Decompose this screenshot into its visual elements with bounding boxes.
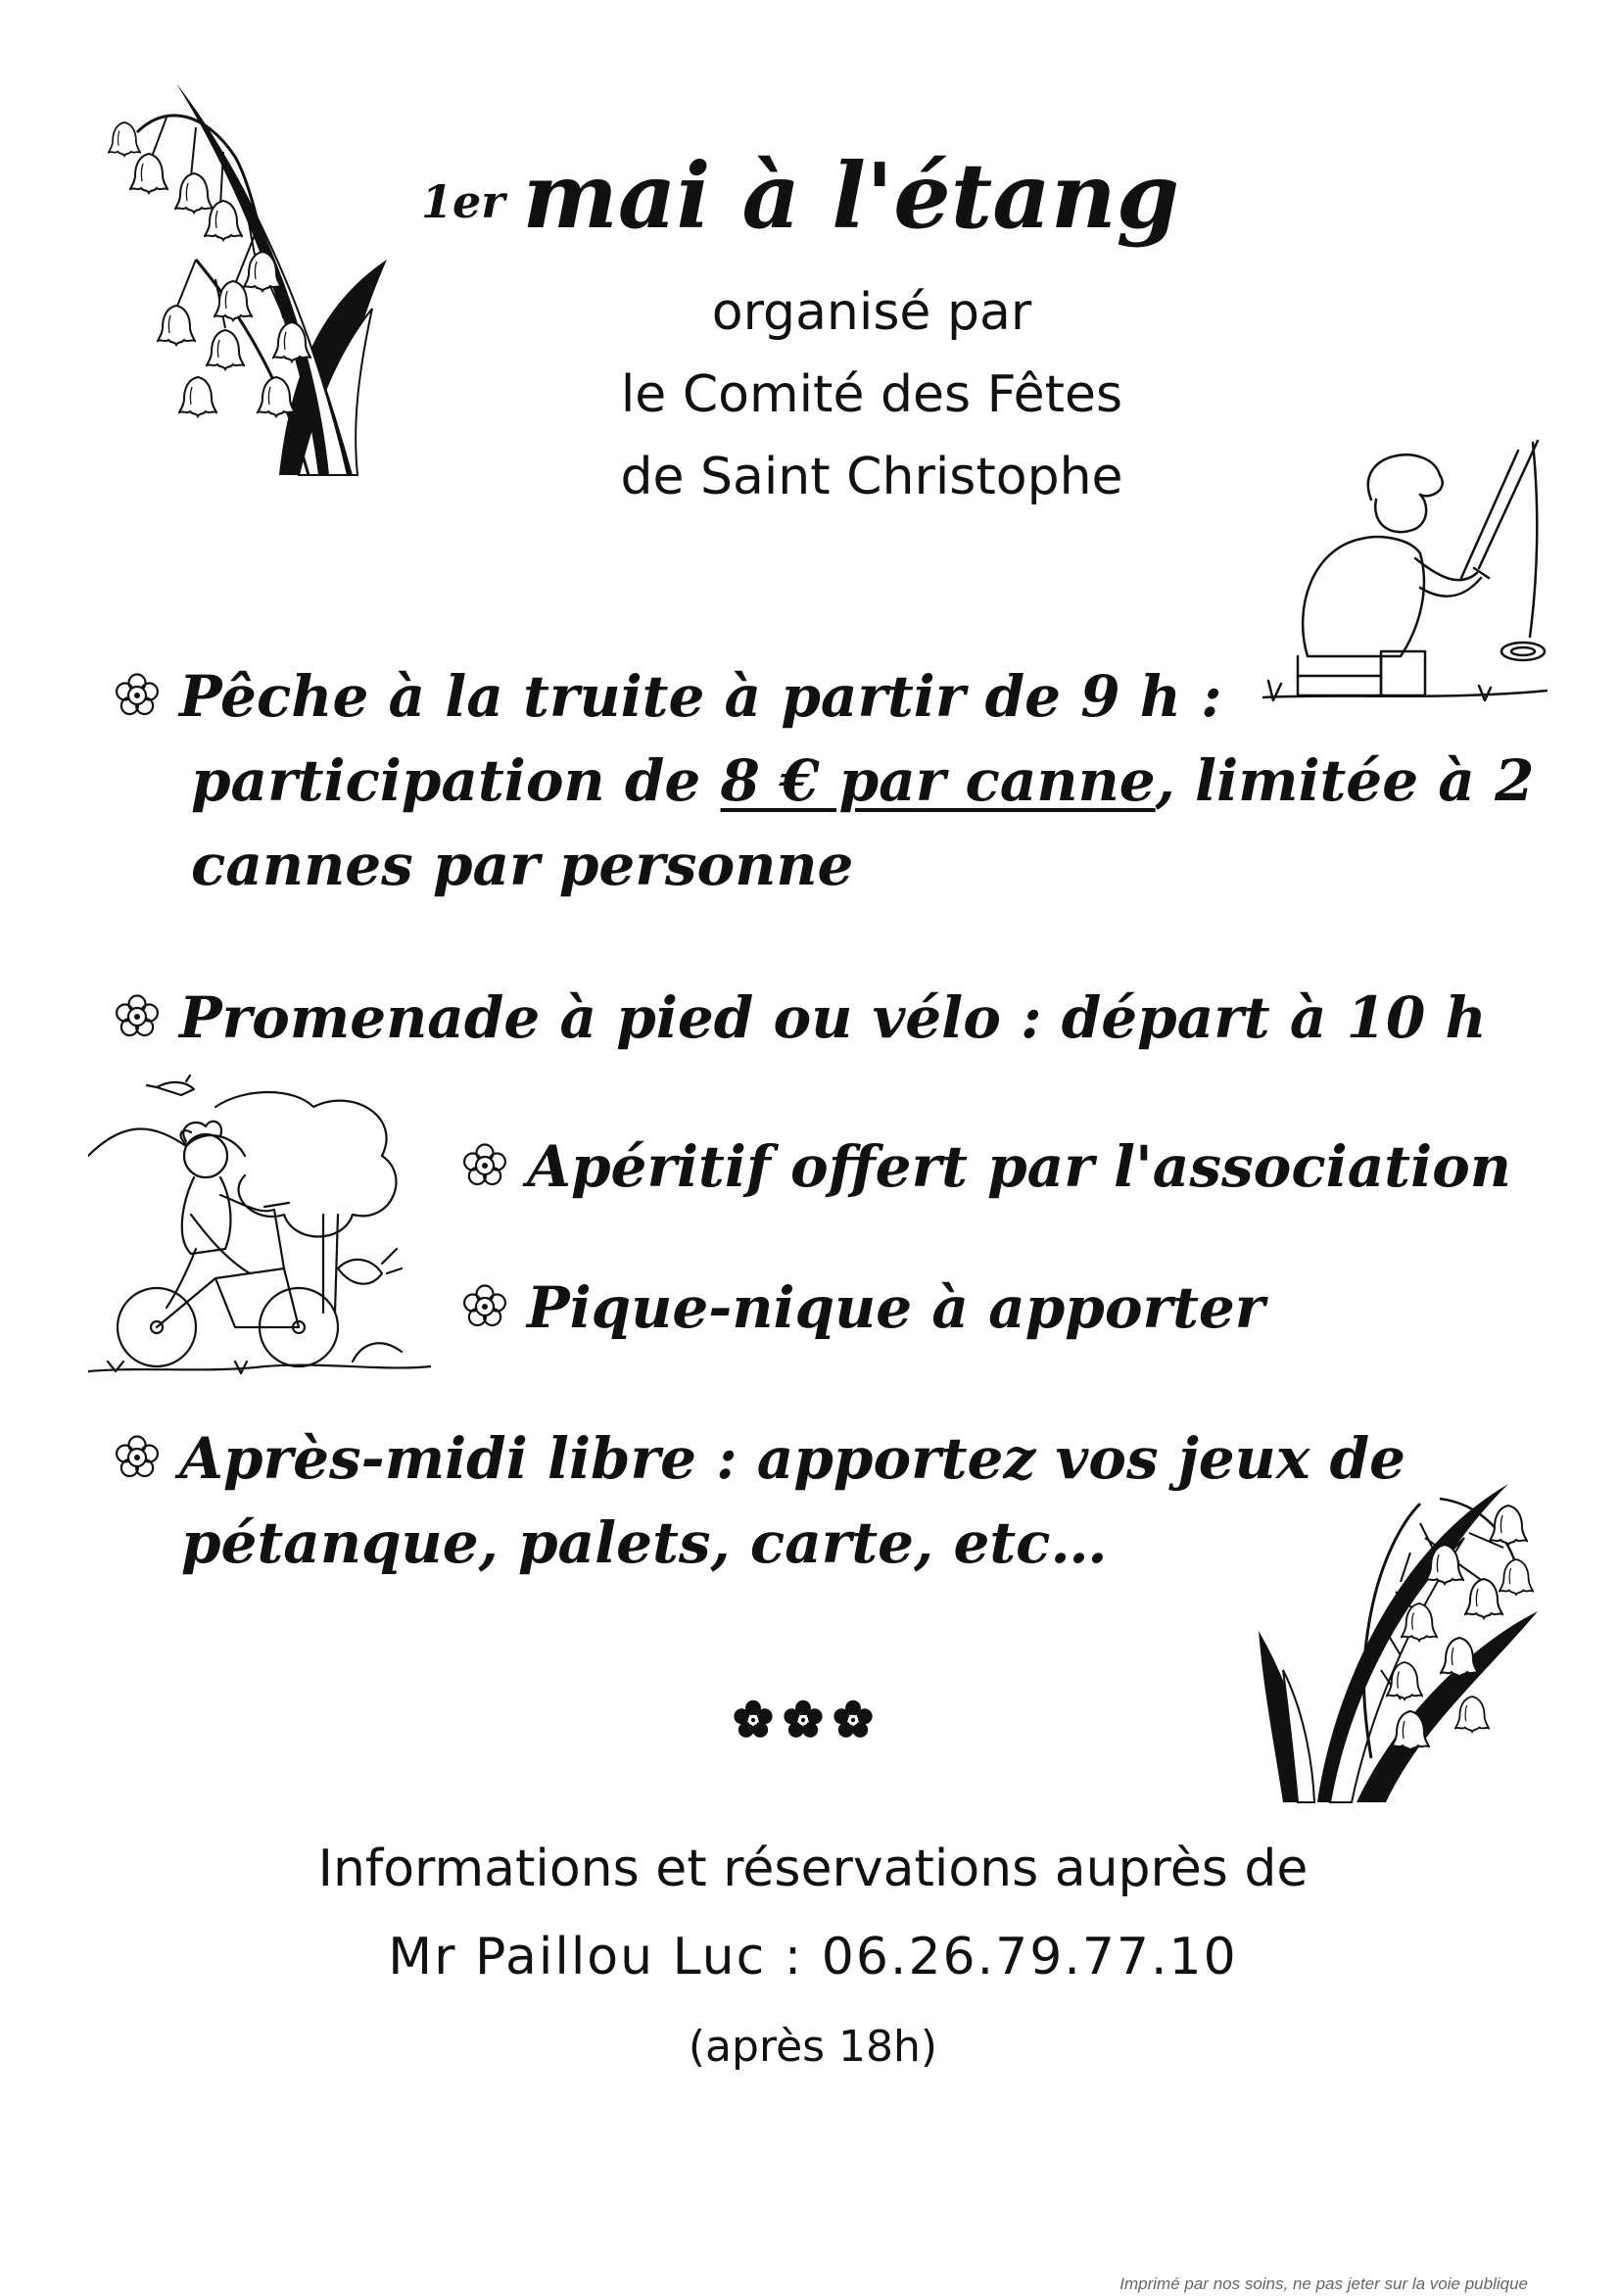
activity-aperitif: [460, 1124, 1538, 1209]
promenade-text: Promenade à pied ou vélo : départ à 10 h: [179, 984, 1487, 1051]
activity-peche: [113, 654, 1533, 907]
flower-bullet-icon: [113, 992, 162, 1041]
organizer-line-3: de Saint Christophe: [620, 448, 1123, 506]
peche-price: 8 € par canne: [720, 747, 1156, 814]
info-line-1: Informations et réservations auprès de: [317, 1840, 1309, 1898]
flower-bullet-icon: [113, 1433, 162, 1482]
piquenique-text: Pique-nique à apporter: [527, 1274, 1265, 1341]
flower-bullet-icon: [113, 671, 162, 720]
page-title: [421, 137, 1401, 255]
flower-separator: [730, 1695, 877, 1749]
title-main: mai à l'étang: [522, 143, 1180, 249]
aperitif-text: Apéritif offert par l'association: [527, 1133, 1511, 1200]
peche-line-2-before: participation de: [191, 747, 721, 814]
apresmidi-line-2: pétanque, palets, carte, etc…: [181, 1509, 1108, 1576]
activity-piquenique: [460, 1266, 1538, 1350]
flower-separator-icon: [734, 1700, 772, 1738]
info-contact: Mr Paillou Luc : 06.26.79.77.10: [388, 1928, 1238, 1986]
activity-promenade: [113, 976, 1533, 1060]
organizer-line-1: organisé par: [711, 283, 1032, 342]
apresmidi-line-1: Après-midi libre : apportez vos jeux de: [179, 1425, 1406, 1492]
title-superscript: 1er: [421, 175, 505, 228]
lily-of-the-valley-icon: [1254, 1464, 1548, 1807]
peche-line-1: Pêche à la truite à partir de 9 h :: [179, 663, 1222, 730]
child-cycling-icon: [88, 1068, 431, 1386]
flower-bullet-icon: [460, 1141, 509, 1190]
peche-line-2-after: , limitée à 2: [1155, 747, 1535, 814]
peche-line-3: cannes par personne: [191, 832, 854, 898]
organizer-line-2: le Comité des Fêtes: [620, 365, 1123, 424]
footer-notice: Imprimé par nos soins, ne pas jeter sur la voie publique: [1119, 2274, 1528, 2293]
lily-of-the-valley-icon: [108, 64, 402, 480]
info-hours: (après 18h): [688, 2022, 938, 2072]
flower-bullet-icon: [460, 1282, 509, 1331]
